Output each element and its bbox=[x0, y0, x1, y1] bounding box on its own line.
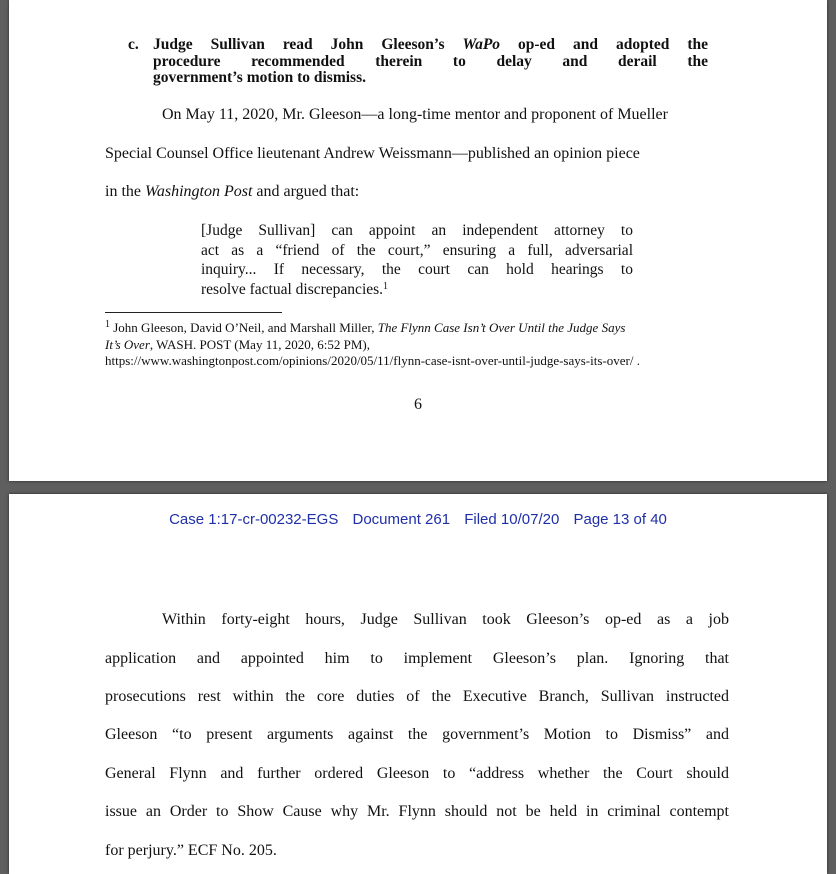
heading-line-1 bbox=[153, 37, 708, 54]
case-number: Case 1:17-cr-00232-EGS bbox=[169, 511, 339, 528]
paragraph-line-3 bbox=[105, 182, 729, 202]
paragraph-text: in the bbox=[105, 183, 145, 200]
document-page-13 bbox=[9, 494, 827, 874]
filed-date: Filed 10/07/20 bbox=[464, 511, 560, 528]
heading-suffix: op-ed and adopted the bbox=[500, 36, 708, 53]
quote-line-3: inquiry... If necessary, the court can hold hearings to bbox=[201, 261, 633, 278]
body-line-2: application and appointed him to implement Gleeson’s plan. Ignoring that bbox=[105, 650, 729, 667]
paragraph-line-1: On May 11, 2020, Mr. Gleeson—a long-time mentor and proponent of Mueller bbox=[162, 106, 668, 123]
paragraph-text: and argued that: bbox=[252, 183, 360, 200]
footnote-url[interactable]: https://www.washingtonpost.com/opinions/2020/05/11/flynn-case-isnt-over-until-judge-says-its-over/ . bbox=[105, 353, 640, 368]
quote-text: resolve factual discrepancies. bbox=[201, 280, 384, 298]
footnote-title: The Flynn Case Isn’t Over Until the Judge Says bbox=[377, 320, 626, 335]
quote-line-2: act as a “friend of the court,” ensuring a full, adversarial bbox=[201, 241, 633, 259]
heading-text bbox=[153, 37, 708, 87]
footnote-marker: 1 bbox=[105, 319, 110, 330]
page-number: 6 bbox=[414, 396, 422, 413]
document-number: Document 261 bbox=[352, 511, 451, 528]
body-line-4: Gleeson “to present arguments against the government’s Motion to Dismiss” and bbox=[105, 726, 729, 743]
body-line-7: for perjury.” ECF No. 205. bbox=[105, 842, 277, 859]
document-page-6 bbox=[9, 0, 827, 481]
quote-line-4 bbox=[201, 280, 633, 300]
footnote-divider bbox=[105, 312, 282, 313]
footnote-authors: John Gleeson, David O’Neil, and Marshall Miller, bbox=[110, 320, 378, 335]
footnote-source: , WASH. POST (May 11, 2020, 6:52 PM), bbox=[149, 336, 370, 352]
quote-line-1: [Judge Sullivan] can appoint an independent attorney to bbox=[201, 222, 633, 239]
case-header bbox=[9, 511, 827, 528]
heading-italic: WaPo bbox=[462, 36, 501, 53]
footnote-reference: 1 bbox=[383, 280, 389, 292]
newspaper-name: Washington Post bbox=[145, 183, 253, 200]
heading-letter: c. bbox=[128, 36, 139, 53]
footnote-line-1 bbox=[105, 320, 737, 337]
heading-line-2: procedure recommended therein to delay and derail the bbox=[153, 52, 708, 70]
body-line-3: prosecutions rest within the core duties of the Executive Branch, Sullivan instructed bbox=[105, 688, 729, 705]
body-line-1: Within forty-eight hours, Judge Sullivan took Gleeson’s op-ed as a job bbox=[162, 611, 729, 628]
heading-line-3: government’s motion to dismiss. bbox=[153, 69, 366, 86]
footnote bbox=[105, 320, 737, 370]
paragraph-line-2: Special Counsel Office lieutenant Andrew Weissmann—published an opinion piece bbox=[105, 145, 640, 162]
block-quote bbox=[201, 221, 633, 299]
footnote-title: It’s Over bbox=[105, 336, 150, 352]
page-of: Page 13 of 40 bbox=[573, 511, 667, 528]
body-line-6: issue an Order to Show Cause why Mr. Flynn should not be held in criminal contempt bbox=[105, 803, 729, 820]
body-line-5: General Flynn and further ordered Gleeson to “address whether the Court should bbox=[105, 765, 729, 782]
footnote-line-2 bbox=[105, 337, 737, 354]
heading-prefix: Judge Sullivan read John Gleeson’s bbox=[153, 36, 463, 53]
